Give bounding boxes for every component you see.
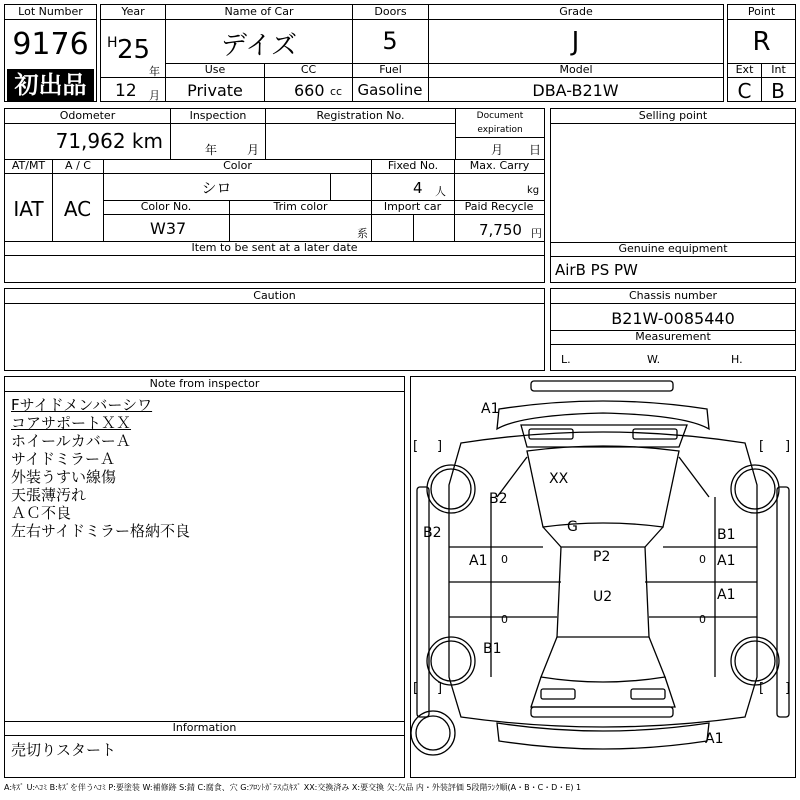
grade: J — [571, 27, 580, 57]
color-no-label: Color No. — [103, 200, 229, 215]
recycle: 7,750 — [479, 221, 522, 239]
damage-mark: A1 — [705, 731, 724, 747]
damage-mark: A1 — [469, 553, 488, 569]
damage-mark: A1 — [717, 587, 736, 603]
note-line: ＡＣ不良 — [11, 504, 72, 522]
cc-unit: cc — [330, 85, 343, 98]
chassis-label: Chassis number — [551, 289, 795, 304]
bracket-rl: [ — [413, 681, 419, 696]
meas-h: H. — [731, 353, 743, 366]
meas-w: W. — [647, 353, 661, 366]
car-name: デイズ — [221, 31, 297, 61]
max-carry-unit: kg — [527, 185, 540, 196]
odometer-label: Odometer — [5, 109, 170, 124]
note-line: コアサポートＸＸ — [11, 414, 132, 432]
point-label: Point — [728, 5, 795, 20]
grade-label: Grade — [428, 5, 723, 20]
damage-mark: A1 — [717, 553, 736, 569]
information-text: 売切りスタート — [11, 741, 117, 759]
int-label: Int — [761, 63, 795, 78]
bracket-rr-close: ] — [785, 681, 791, 696]
model: DBA-B21W — [532, 81, 619, 100]
color: シロ — [201, 179, 232, 197]
inspection-label: Inspection — [170, 109, 265, 124]
chassis-box — [550, 288, 796, 371]
car-info-box — [165, 4, 724, 102]
use-label: Use — [166, 63, 264, 78]
era-letter: H — [107, 35, 118, 51]
recycle-label: Paid Recycle — [454, 200, 544, 215]
cc: 660 — [294, 81, 325, 100]
odometer: 71,962 km — [55, 129, 163, 153]
damage-mark: B2 — [423, 525, 442, 541]
color-no: W37 — [150, 219, 187, 238]
damage-mark: G — [567, 519, 578, 535]
trim-color-label: Trim color — [229, 200, 371, 215]
zero-mark: 0 — [699, 553, 706, 566]
note-line: 天張薄汚れ — [11, 486, 87, 504]
fuel-label: Fuel — [352, 63, 428, 78]
car-name-label: Name of Car — [166, 5, 352, 20]
bracket-fl-close: ] — [437, 439, 443, 454]
caution-box — [4, 288, 545, 371]
note-line: サイドミラーＡ — [11, 450, 115, 468]
notes-label: Note from inspector — [5, 377, 404, 392]
damage-mark: XX — [549, 471, 569, 487]
bracket-fr: [ — [759, 439, 765, 454]
chassis-number: B21W-0085440 — [611, 309, 735, 328]
model-label: Model — [428, 63, 723, 78]
note-line: 外装うすい線傷 — [11, 468, 117, 486]
point: R — [752, 27, 771, 57]
year-value: 25 — [117, 35, 151, 65]
first-listing-badge: 初出品 — [7, 69, 94, 101]
car-diagram-box — [410, 376, 796, 778]
registration-label: Registration No. — [265, 109, 455, 124]
genuine-label: Genuine equipment — [551, 242, 795, 257]
bracket-rr: [ — [759, 681, 765, 696]
notes-list — [11, 396, 190, 540]
doc-exp-label: Document expiration — [455, 109, 544, 138]
genuine-equipment: AirB PS PW — [555, 261, 638, 279]
note-line: ホイールカバーＡ — [11, 432, 131, 450]
bracket-fr-close: ] — [785, 439, 791, 454]
doors: 5 — [382, 27, 398, 55]
later-label: Item to be sent at a later date — [5, 241, 544, 256]
note-line: Fサイドメンバーシワ — [11, 396, 153, 414]
ac: AC — [63, 197, 92, 221]
year-box — [100, 4, 166, 102]
year-label: Year — [101, 5, 165, 20]
doc-exp-month-unit: 月 — [491, 143, 504, 157]
color-label: Color — [103, 159, 371, 174]
damage-mark: B2 — [489, 491, 508, 507]
month-value: 12 — [115, 81, 137, 101]
measurement-label: Measurement — [551, 330, 795, 345]
lot-number-box — [4, 4, 97, 102]
ext: C — [737, 79, 752, 103]
int: B — [771, 79, 785, 103]
damage-mark: B1 — [717, 527, 736, 543]
trim-color-unit: 系 — [357, 227, 368, 240]
fixed-no-label: Fixed No. — [371, 159, 454, 174]
damage-mark: B1 — [483, 641, 502, 657]
lot-number: 9176 — [12, 27, 89, 62]
max-carry-label: Max. Carry — [454, 159, 544, 174]
damage-mark: U2 — [593, 589, 613, 605]
fixed-no-unit: 人 — [435, 185, 446, 198]
selling-point-box — [550, 108, 796, 283]
point-box — [727, 4, 796, 102]
doors-label: Doors — [352, 5, 428, 20]
details-box — [4, 108, 545, 283]
damage-mark: A1 — [481, 401, 500, 417]
cc-label: CC — [264, 63, 352, 78]
atmt: IAT — [13, 197, 44, 221]
car-diagram — [411, 377, 795, 777]
lot-number-label: Lot Number — [5, 5, 96, 20]
damage-mark: P2 — [593, 549, 611, 565]
atmt-label: AT/MT — [5, 159, 52, 174]
inspection-month-unit: 月 — [247, 143, 260, 157]
inspection-year-unit: 年 — [205, 143, 218, 157]
fuel: Gasoline — [357, 81, 423, 99]
legend: A:ｷｽﾞ U:ﾍｺﾐ B:ｷｽﾞを伴うﾍｺﾐ P:要塗装 W:補修跡 S:錆 C:腐食、穴 G:ﾌﾛﾝﾄｶﾞﾗｽ点ｷｽﾞ XX:交換済み X:要交換 欠:欠品 内・外装評価 5段階ﾗﾝｸ順(A・B・C・D・E) 1 — [4, 783, 582, 792]
information-label: Information — [5, 721, 404, 736]
year-unit: 年 — [149, 65, 160, 78]
notes-box — [4, 376, 405, 778]
import-car-label: Import car — [371, 200, 454, 215]
ac-label: A / C — [52, 159, 103, 174]
month-unit: 月 — [149, 89, 160, 102]
zero-mark: 0 — [501, 613, 508, 626]
recycle-unit: 円 — [531, 227, 542, 240]
note-line: 左右サイドミラー格納不良 — [11, 522, 190, 540]
use: Private — [187, 81, 243, 100]
fixed-no: 4 — [413, 179, 423, 197]
zero-mark: 0 — [501, 553, 508, 566]
zero-mark: 0 — [699, 613, 706, 626]
bracket-fl: [ — [413, 439, 419, 454]
caution-label: Caution — [5, 289, 544, 304]
meas-l: L. — [561, 353, 571, 366]
ext-label: Ext — [728, 63, 761, 78]
selling-label: Selling point — [551, 109, 795, 124]
bracket-rl-close: ] — [437, 681, 443, 696]
doc-exp-day-unit: 日 — [529, 143, 542, 157]
